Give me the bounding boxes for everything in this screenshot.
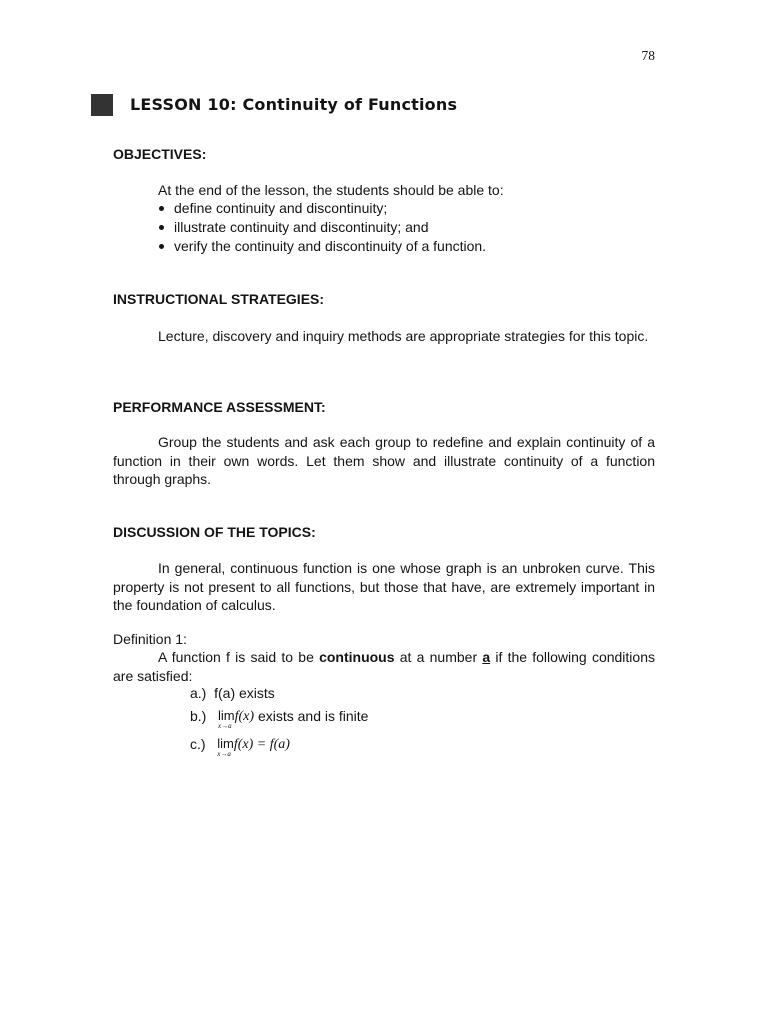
discussion-heading: DISCUSSION OF THE TOPICS: bbox=[113, 524, 316, 540]
bullet-icon bbox=[159, 225, 164, 230]
lesson-marker-square bbox=[91, 94, 113, 116]
list-item: illustrate continuity and discontinuity; and bbox=[158, 218, 486, 237]
condition-b: b.) limf(x) x→a exists and is finite bbox=[190, 708, 369, 730]
bullet-icon bbox=[159, 244, 164, 249]
limit-expression: limf(x) x→a bbox=[218, 708, 255, 730]
list-item: verify the continuity and discontinuity of a function. bbox=[158, 237, 486, 256]
number-a: a bbox=[482, 649, 491, 665]
objectives-heading: OBJECTIVES: bbox=[113, 146, 207, 162]
objectives-intro: At the end of the lesson, the students should be able to: bbox=[158, 182, 504, 198]
performance-text: Group the students and ask each group to redefine and explain continuity of a function in their own words. Let them show and illustrate continuity of a function through graphs. bbox=[113, 434, 655, 487]
limit-expression: limf(x) = f(a) x→a bbox=[217, 736, 290, 758]
definition-text: A function f is said to be continuous at a number a if the following conditions are satisfied: bbox=[113, 649, 655, 684]
continuous-term: continuous bbox=[319, 649, 395, 665]
lesson-title: LESSON 10: Continuity of Functions bbox=[130, 95, 458, 114]
bullet-icon bbox=[159, 206, 164, 211]
definition-label: Definition 1: bbox=[113, 631, 187, 647]
objectives-list bbox=[158, 199, 486, 256]
list-item: define continuity and discontinuity; bbox=[158, 199, 486, 218]
page-number: 78 bbox=[641, 48, 655, 63]
condition-a: a.) f(a) exists bbox=[190, 685, 275, 701]
performance-heading: PERFORMANCE ASSESSMENT: bbox=[113, 399, 326, 415]
condition-c: c.) limf(x) = f(a) x→a bbox=[190, 736, 290, 758]
discussion-text: In general, continuous function is one whose graph is an unbroken curve. This property is not present to all functions, but those that have, are extremely important in the foundation of calculus. bbox=[113, 560, 655, 613]
instructional-heading: INSTRUCTIONAL STRATEGIES: bbox=[113, 291, 325, 307]
instructional-text: Lecture, discovery and inquiry methods are appropriate strategies for this topic. bbox=[158, 328, 649, 344]
